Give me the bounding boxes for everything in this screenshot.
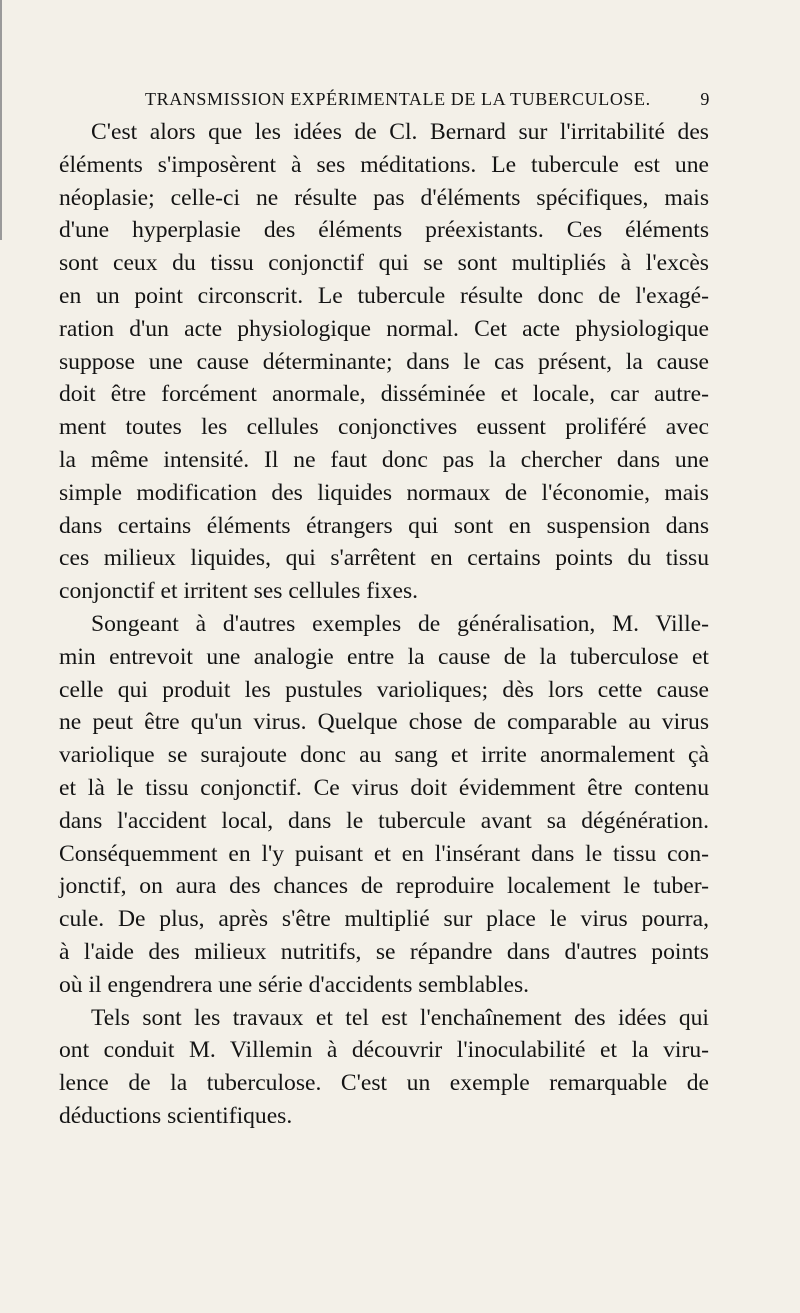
text-line: sont ceux du tissu conjonctif qui se sont multipliés à l'excès: [59, 250, 709, 277]
text-line: C'est alors que les idées de Cl. Bernard sur l'irritabilité des: [91, 119, 709, 145]
text-line: dans certains éléments étrangers qui sont en suspension dans: [59, 512, 709, 539]
text-line: ces milieux liquides, qui s'arrêtent en certains points du tissu: [59, 545, 709, 572]
text-line: Songeant à d'autres exemples de généralisation, M. Ville-: [91, 610, 709, 637]
text-line: jonctif, on aura des chances de reproduire localement le tuber-: [59, 873, 709, 900]
running-title: TRANSMISSION EXPÉRIMENTALE DE LA TUBERCULOSE.: [145, 89, 651, 109]
text-line: à l'aide des milieux nutritifs, se répandre dans d'autres points: [59, 938, 709, 965]
body-text: [59, 116, 709, 1133]
text-line: ont conduit M. Villemin à découvrir l'inoculabilité et la viru-: [59, 1037, 709, 1064]
text-line: où il engendrera une série d'accidents semblables.: [59, 971, 530, 998]
text-line: dans l'accident local, dans le tubercule avant sa dégénération.: [59, 807, 709, 834]
paragraph-bernard-irritability: [59, 116, 709, 608]
text-line: ment toutes les cellules conjonctives eussent proliféré avec: [59, 414, 709, 441]
paragraph-villemin-analogy: [59, 608, 709, 1002]
text-line: conjonctif et irritent ses cellules fixes.: [59, 578, 419, 605]
text-line: simple modification des liquides normaux de l'économie, mais: [59, 479, 709, 506]
text-line: celle qui produit les pustules varioliques; dès lors cette cause: [59, 676, 709, 703]
text-line: ration d'un acte physiologique normal. Cet acte physiologique: [59, 315, 709, 342]
page-edge-shadow: [0, 0, 2, 240]
text-line: Conséquemment en l'y puisant et en l'insérant dans le tissu con-: [59, 840, 709, 867]
text-line: néoplasie; celle-ci ne résulte pas d'éléments spécifiques, mais: [59, 184, 709, 211]
text-line: min entrevoit une analogie entre la cause de la tuberculose et: [59, 643, 709, 670]
paragraph-conclusion: [59, 1002, 709, 1133]
text-line: en un point circonscrit. Le tubercule résulte donc de l'exagé-: [59, 282, 709, 309]
text-line: variolique se surajoute donc au sang et irrite anormalement çà: [59, 742, 709, 769]
text-line: et là le tissu conjonctif. Ce virus doit évidemment être contenu: [59, 774, 709, 801]
text-line: lence de la tuberculose. C'est un exemple remarquable de: [59, 1070, 709, 1097]
text-line: cule. De plus, après s'être multiplié sur place le virus pourra,: [59, 906, 709, 933]
text-line: déductions scientifiques.: [59, 1102, 293, 1129]
text-line: doit être forcément anormale, disséminée et locale, car autre-: [59, 381, 709, 408]
text-line: d'une hyperplasie des éléments préexistants. Ces éléments: [59, 217, 709, 244]
running-head: [145, 89, 710, 113]
text-line: ne peut être qu'un virus. Quelque chose de comparable au virus: [59, 709, 709, 736]
page-number: 9: [700, 89, 710, 109]
text-line: suppose une cause déterminante; dans le cas présent, la cause: [59, 348, 709, 375]
text-line: Tels sont les travaux et tel est l'enchaînement des idées qui: [91, 1004, 709, 1031]
text-line: la même intensité. Il ne faut donc pas la chercher dans une: [59, 446, 709, 473]
text-line: éléments s'imposèrent à ses méditations. Le tubercule est une: [59, 151, 709, 178]
